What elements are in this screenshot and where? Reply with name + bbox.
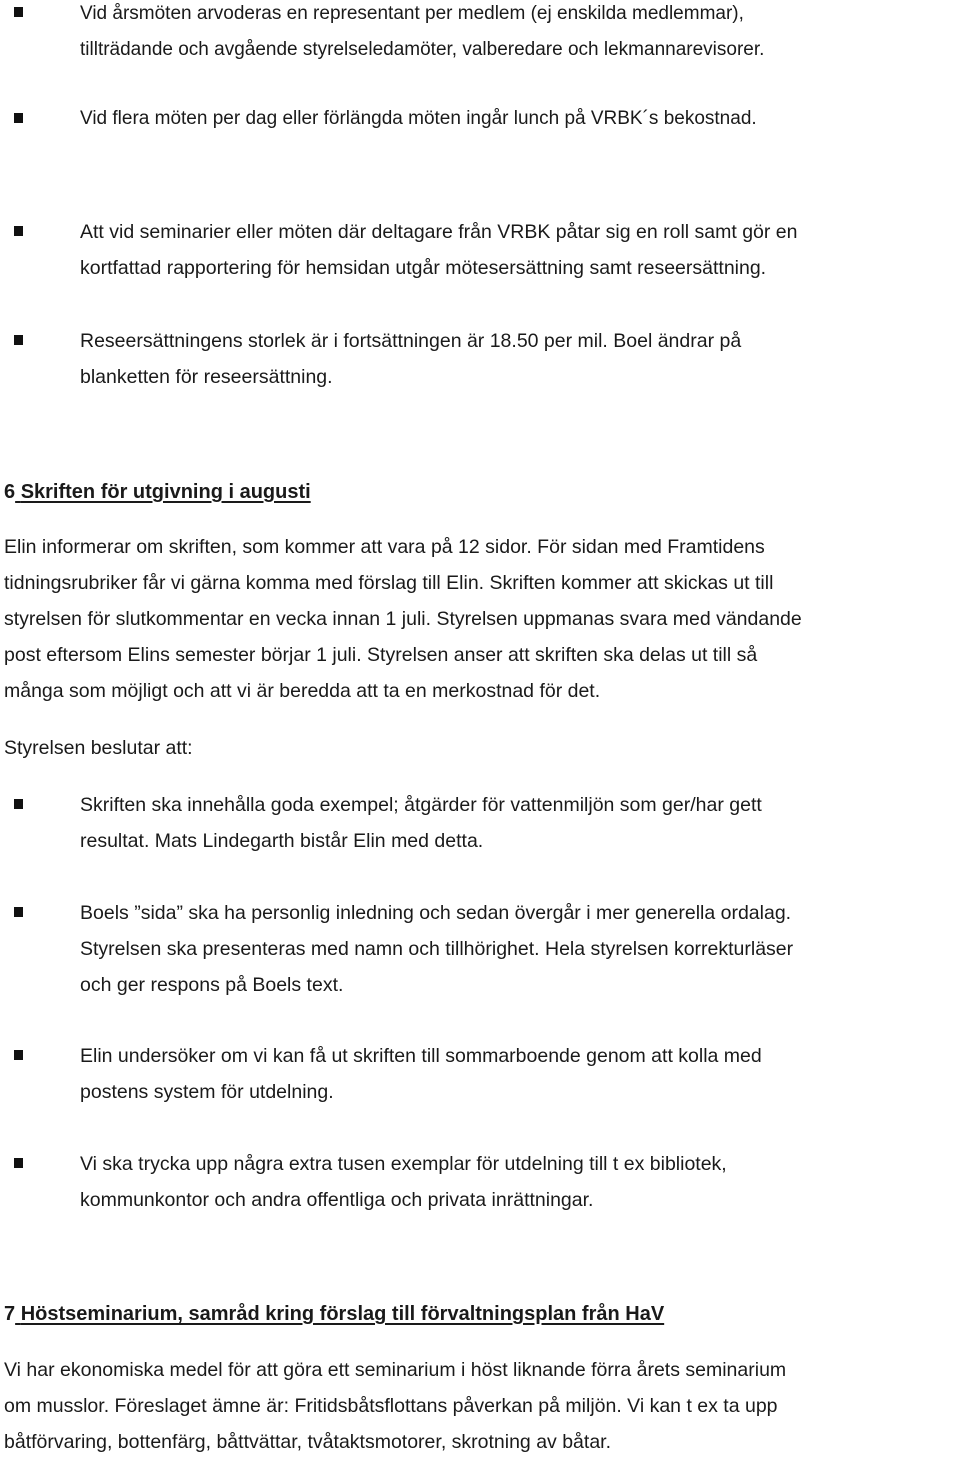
square-bullet-icon: [14, 7, 23, 17]
bullet-text: Vid årsmöten arvoderas en representant per medlem (ej enskilda medlemmar), tillträdande och avgående styrelseledamöter, valberedare och lekmannarevisorer.: [80, 3, 765, 60]
square-bullet-icon: [14, 226, 23, 236]
square-bullet-icon: [14, 335, 23, 345]
bullet-text: Reseersättningens storlek är i fortsättningen är 18.50 per mil. Boel ändrar på blanketten för reseersättning.: [80, 330, 742, 388]
square-bullet-icon: [14, 1050, 23, 1060]
section-title: Höstseminarium, samråd kring förslag till förvaltningsplan från HaV: [20, 1303, 665, 1325]
bullet-text: Att vid seminarier eller möten där deltagare från VRBK påtar sig en roll samt gör en kortfattad rapportering för hemsidan utgår mötesersättning samt reseersättning.: [80, 221, 798, 279]
square-bullet-icon: [14, 907, 23, 917]
square-bullet-icon: [14, 799, 23, 809]
section-number: 6: [4, 481, 16, 503]
bullet-text: Vid flera möten per dag eller förlängda möten ingår lunch på VRBK´s bekostnad.: [80, 108, 757, 129]
section-paragraph: Vi har ekonomiska medel för att göra ett seminarium i höst liknande förra årets seminarium om musslor. Föreslaget ämne är: Fritidsbåtsflottans påverkan på miljön. Vi kan t ex ta upp båtförvaring, bottenfärg, båttvättar, tvåtaktsmotorer, skrotning av båtar.: [4, 1359, 787, 1453]
section-heading: [4, 474, 954, 510]
section-title: Skriften för utgivning i augusti: [20, 481, 311, 503]
bullet-text: Boels ”sida” ska ha personlig inledning och sedan övergår i mer generella ordalag. Styrelsen ska presenteras med namn och tillhörighet. Hela styrelsen korrekturläser och ger respons på Boels text.: [80, 902, 794, 996]
bullet-text: Skriften ska innehålla goda exempel; åtgärder för vattenmiljön som ger/har gett resultat. Mats Lindegarth bistår Elin med detta.: [80, 794, 762, 852]
bullet-text: Vi ska trycka upp några extra tusen exemplar för utdelning till t ex bibliotek, kommunkontor och andra offentliga och privata inrättningar.: [80, 1153, 727, 1211]
square-bullet-icon: [14, 113, 23, 123]
section-heading: [4, 1296, 954, 1332]
decision-intro: Styrelsen beslutar att:: [4, 737, 193, 759]
square-bullet-icon: [14, 1158, 23, 1168]
bullet-text: Elin undersöker om vi kan få ut skriften till sommarboende genom att kolla med postens system för utdelning.: [80, 1045, 762, 1103]
section-paragraph: Elin informerar om skriften, som kommer att vara på 12 sidor. För sidan med Framtidens tidningsrubriker får vi gärna komma med förslag till Elin. Skriften kommer att skickas ut till styrelsen för slutkommentar en vecka innan 1 juli. Styrelsen uppmanas svara med vändande post eftersom Elins semester börjar 1 juli. Styrelsen anser att skriften ska delas ut till så många som möjligt och att vi är beredda att ta en merkostnad för det.: [4, 536, 802, 702]
section-number: 7: [4, 1303, 16, 1325]
